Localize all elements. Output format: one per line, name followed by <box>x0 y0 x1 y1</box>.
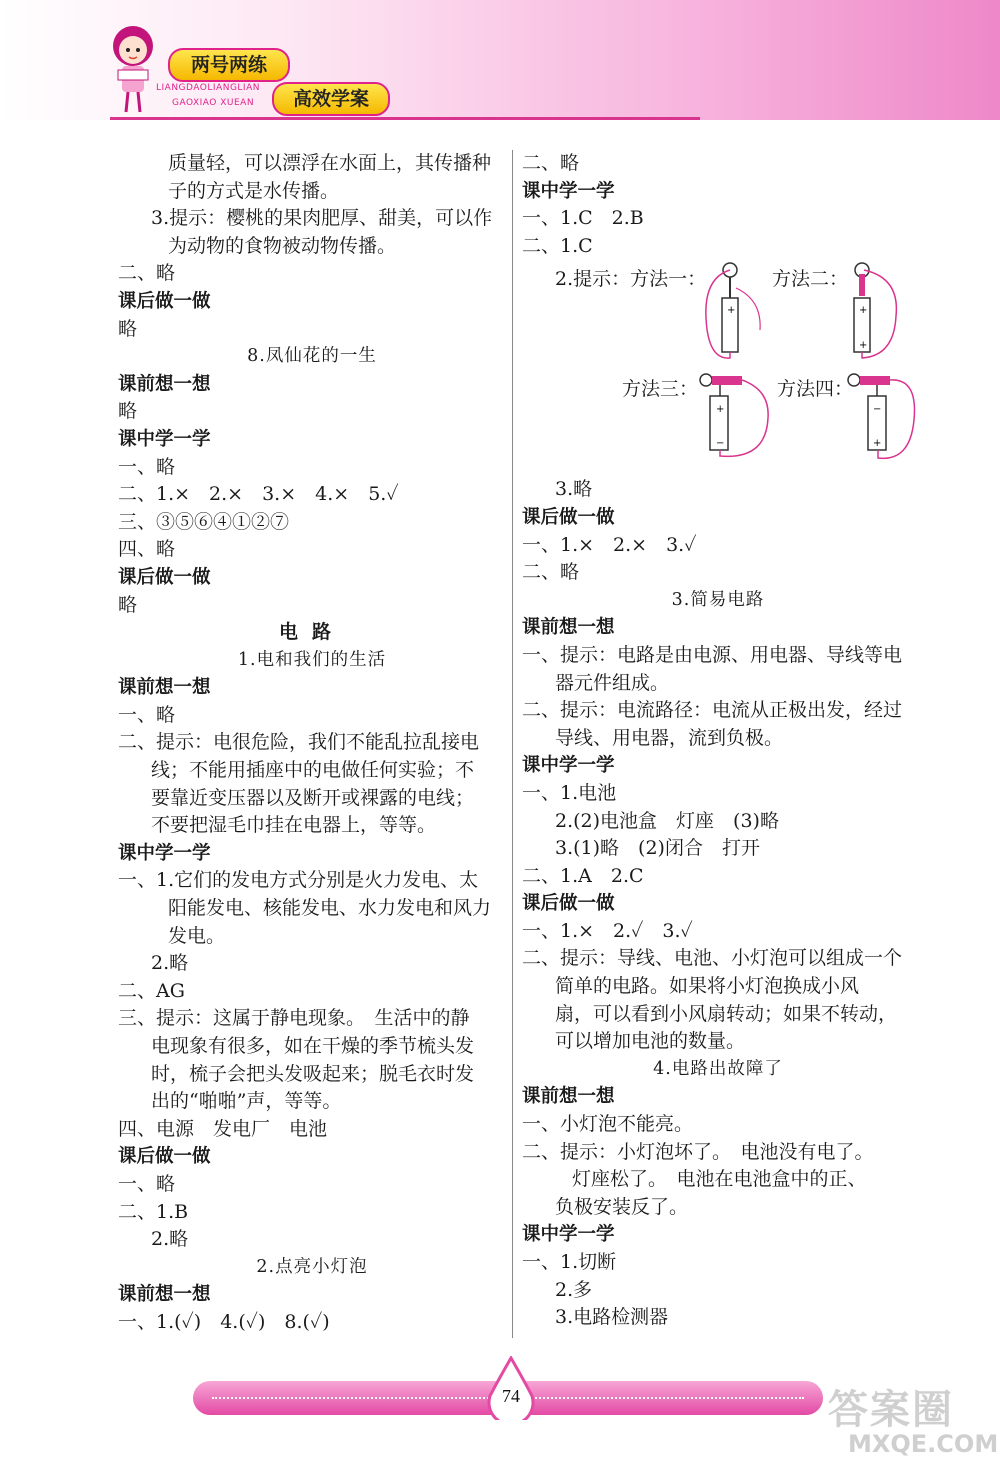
answer-line: 一、略 <box>118 455 176 478</box>
girl-mascot-icon <box>98 18 168 118</box>
answer-line: 略 <box>118 593 138 616</box>
svg-text:+: + <box>859 340 868 352</box>
answer-line: 负极安装反了。 <box>555 1195 689 1218</box>
lesson-title: 3.简易电路 <box>671 589 765 610</box>
header-rule <box>110 117 700 120</box>
answer-line: 导线、用电器，流到负极。 <box>555 726 784 749</box>
series-pinyin: LIANGDAOLIANGLIAN <box>156 83 260 93</box>
answer-line: 四、略 <box>118 538 176 561</box>
page-number: 74 <box>502 1386 520 1406</box>
svg-text:+: + <box>727 305 736 317</box>
lesson-title: 2.点亮小灯泡 <box>256 1256 368 1277</box>
answer-line: 三、③⑤⑥④①②⑦ <box>118 510 290 533</box>
method-2-circuit-icon <box>840 260 920 366</box>
answer-line: 二、1.B <box>118 1200 189 1223</box>
answer-line: 发电。 <box>168 924 226 947</box>
answer-line: 简单的电路。如果将小灯泡换成小风 <box>555 975 860 998</box>
section-heading: 课中学一学 <box>118 842 211 864</box>
circuit-diagram-row-2 <box>522 370 914 476</box>
answer-line: 2.略 <box>151 1228 189 1251</box>
answer-line: 一、1.× 2.× 3.✓ <box>522 533 697 556</box>
section-heading: 课中学一学 <box>522 755 615 777</box>
svg-text:+: + <box>859 305 868 317</box>
answer-line: 三、提示：这属于静电现象。 生活中的静 <box>118 1007 470 1030</box>
watermark-title: 答案圈 <box>828 1387 954 1433</box>
svg-text:−: − <box>873 404 882 416</box>
section-heading: 课后做一做 <box>522 893 615 915</box>
answer-line: 2.多 <box>555 1278 593 1301</box>
method-1-circuit-icon <box>700 260 780 366</box>
answer-line: 出的“啪啪”声，等等。 <box>151 1090 342 1113</box>
answer-line: 一、提示：电路是由电源、用电器、导线等电 <box>522 643 903 666</box>
section-heading: 课中学一学 <box>522 180 615 202</box>
column-divider <box>512 150 513 1338</box>
section-heading: 课前想一想 <box>522 617 615 639</box>
left-column <box>118 150 506 1337</box>
answer-line: 不要把湿毛巾挂在电器上，等等。 <box>151 814 437 837</box>
answer-line: 二、提示：导线、电池、小灯泡可以组成一个 <box>522 947 903 970</box>
answer-line: 2.略 <box>151 952 189 975</box>
method-4-label: 方法四： <box>777 378 854 401</box>
answer-line: 略 <box>118 400 138 423</box>
method-4-circuit-icon <box>846 370 936 470</box>
answer-line: 一、小灯泡不能亮。 <box>522 1113 694 1136</box>
answer-line: 二、提示：电很危险，我们不能乱拉乱接电 <box>118 731 480 754</box>
answer-line: 二、略 <box>522 152 580 174</box>
answer-line: 质量轻，可以漂浮在水面上，其传播种 <box>168 152 492 174</box>
method-3-circuit-icon <box>698 370 788 470</box>
answer-line: 3.略 <box>555 478 593 501</box>
lesson-title: 1.电和我们的生活 <box>237 649 387 670</box>
answer-line: 略 <box>118 317 138 340</box>
section-heading: 课后做一做 <box>522 506 615 528</box>
section-heading: 课后做一做 <box>118 566 211 588</box>
answer-line: 一、1.C 2.B <box>522 207 644 230</box>
series-subtitle-badge: 高效学案 <box>272 82 390 116</box>
section-heading: 课中学一学 <box>522 1224 615 1246</box>
section-heading: 课后做一做 <box>118 290 211 312</box>
series-title-badge: 两号两练 <box>168 48 290 82</box>
answer-line: 二、AG <box>118 979 185 1002</box>
right-column <box>522 150 914 1332</box>
lesson-title: 4.电路出故障了 <box>653 1058 783 1079</box>
answer-line: 一、略 <box>118 703 176 726</box>
method-2-label: 方法二： <box>772 268 849 291</box>
answer-line: 四、电源 发电厂 电池 <box>118 1117 328 1140</box>
answer-line: 线；不能用插座中的电做任何实验；不 <box>151 759 475 782</box>
watermark <box>826 1378 999 1462</box>
svg-text:−: − <box>716 438 725 450</box>
circuit-diagram-row-1 <box>522 260 914 370</box>
answer-line: 二、1.× 2.× 3.× 4.× 5.✓ <box>118 483 399 506</box>
answer-line: 一、1.(✓) 4.(✓) 8.(✓) <box>118 1310 330 1333</box>
answer-line: 3.提示：樱桃的果肉肥厚、甜美，可以作 <box>151 207 493 230</box>
answer-line: 器元件组成。 <box>555 671 670 694</box>
answer-line: 灯座松了。 电池在电池盒中的正、 <box>572 1168 867 1191</box>
answer-line: 一、1.它们的发电方式分别是火力发电、太 <box>118 869 479 892</box>
answer-line: 一、1.× 2.✓ 3.✓ <box>522 919 693 942</box>
svg-text:+: + <box>716 404 725 416</box>
answer-line: 二、提示：电流路径：电流从正极出发，经过 <box>522 699 903 722</box>
answer-line: 2.(2)电池盒 灯座 (3)略 <box>555 809 779 832</box>
section-heading: 课前想一想 <box>522 1086 615 1108</box>
answer-line: 阳能发电、核能发电、水力发电和风力 <box>168 897 492 920</box>
section-heading: 课中学一学 <box>118 428 211 450</box>
answer-line: 电现象有很多，如在干燥的季节梳头发 <box>151 1035 475 1057</box>
lesson-title: 电路 <box>278 621 345 644</box>
answer-line: 3.(1)略 (2)闭合 打开 <box>555 837 760 860</box>
method-3-label: 方法三： <box>622 378 699 401</box>
answer-line: 一、1.电池 <box>522 781 617 804</box>
section-heading: 课后做一做 <box>118 1146 211 1168</box>
svg-text:+: + <box>873 438 882 450</box>
subtitle-pinyin: GAOXIAO XUEAN <box>172 98 255 108</box>
answer-line: 二、略 <box>522 561 580 584</box>
answer-line: 时，梳子会把头发吸起来；脱毛衣时发 <box>151 1062 475 1085</box>
answer-line: 二、1.A 2.C <box>522 864 644 887</box>
lesson-title: 8.凤仙花的一生 <box>247 346 377 367</box>
answer-line: 二、略 <box>118 262 176 285</box>
method-1-label: 2.提示：方法一： <box>555 268 707 291</box>
section-heading: 课前想一想 <box>118 1284 211 1306</box>
answer-line: 一、1.切断 <box>522 1251 617 1273</box>
answer-line: 为动物的食物被动物传播。 <box>168 234 397 257</box>
answer-line: 二、1.C <box>522 234 593 257</box>
answer-line: 扇，可以看到小风扇转动；如果不转动， <box>555 1002 898 1025</box>
section-heading: 课前想一想 <box>118 373 211 395</box>
answer-line: 可以增加电池的数量。 <box>555 1030 746 1053</box>
answer-line: 子的方式是水传播。 <box>168 179 340 202</box>
watermark-url: MXQE.COM <box>848 1430 999 1458</box>
answer-line: 要靠近变压器以及断开或裸露的电线； <box>151 786 475 809</box>
answer-line: 3.电路检测器 <box>555 1306 669 1329</box>
section-heading: 课前想一想 <box>118 677 211 699</box>
answer-line: 一、略 <box>118 1172 176 1195</box>
answer-line: 二、提示：小灯泡坏了。 电池没有电了。 <box>522 1140 874 1163</box>
